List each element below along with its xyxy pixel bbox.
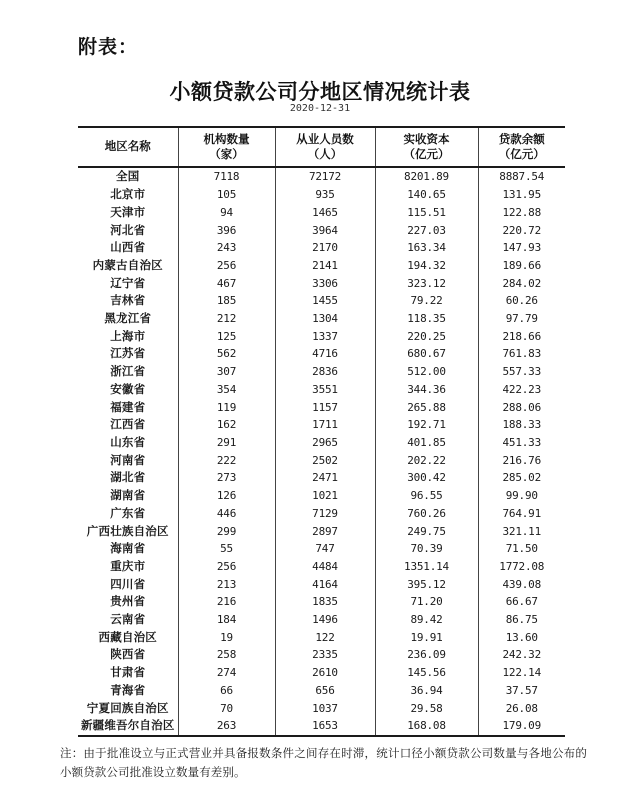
- table-cell-loan: 284.02: [478, 275, 565, 293]
- table-cell-count: 7118: [178, 167, 275, 186]
- table-cell-staff: 1496: [275, 611, 375, 629]
- table-cell-region: 江苏省: [110, 346, 146, 361]
- page-title: 小额贷款公司分地区情况统计表: [169, 79, 471, 104]
- table-cell-region: 新疆维吾尔自治区: [78, 717, 178, 736]
- report-date: 2020-12-31: [289, 103, 351, 114]
- table-cell-region: 安徽省: [110, 381, 146, 396]
- table-cell-region: 青海省: [110, 682, 146, 697]
- column-header-staff-count-line1: 从业人员数: [296, 132, 354, 146]
- table-row: [78, 717, 565, 736]
- table-cell-capital: 236.09: [375, 646, 478, 664]
- table-cell-region: 北京市: [110, 187, 146, 202]
- table-row: [78, 664, 565, 682]
- table-cell-staff: 1157: [275, 399, 375, 417]
- table-cell-loan: 71.50: [478, 540, 565, 558]
- table-cell-loan: 218.66: [478, 328, 565, 346]
- table-cell-staff: 4484: [275, 558, 375, 576]
- table-cell-loan: 220.72: [478, 222, 565, 240]
- table-row: [78, 452, 565, 470]
- table-cell-region: 四川省: [110, 576, 146, 591]
- table-row: [78, 292, 565, 310]
- table-cell-loan: 131.95: [478, 186, 565, 204]
- table-cell-count: 562: [178, 345, 275, 363]
- table-cell-count: 263: [178, 717, 275, 736]
- table-cell-count: 126: [178, 487, 275, 505]
- column-header-loan-balance: [478, 127, 565, 167]
- table-cell-loan: 557.33: [478, 363, 565, 381]
- table-row: [78, 540, 565, 558]
- table-cell-count: 185: [178, 292, 275, 310]
- table-cell-capital: 8201.89: [375, 167, 478, 186]
- table-cell-loan: 97.79: [478, 310, 565, 328]
- table-cell-capital: 300.42: [375, 469, 478, 487]
- table-row: [78, 167, 565, 186]
- column-header-institution-count-line2: （家）: [209, 146, 244, 161]
- table-cell-loan: 66.67: [478, 593, 565, 611]
- table-row: [78, 186, 565, 204]
- table-cell-staff: 7129: [275, 505, 375, 523]
- table-cell-staff: 2471: [275, 469, 375, 487]
- table-cell-count: 55: [178, 540, 275, 558]
- table-cell-capital: 227.03: [375, 222, 478, 240]
- table-cell-loan: 439.08: [478, 576, 565, 594]
- table-cell-loan: 26.08: [478, 700, 565, 718]
- table-cell-region: 天津市: [110, 204, 146, 219]
- table-cell-capital: 145.56: [375, 664, 478, 682]
- table-cell-region: 广东省: [110, 505, 146, 520]
- table-cell-loan: 242.32: [478, 646, 565, 664]
- table-row: [78, 257, 565, 275]
- table-cell-staff: 1653: [275, 717, 375, 736]
- table-cell-count: 299: [178, 523, 275, 541]
- table-cell-capital: 19.91: [375, 629, 478, 647]
- table-cell-count: 213: [178, 576, 275, 594]
- table-cell-count: 274: [178, 664, 275, 682]
- table-cell-capital: 70.39: [375, 540, 478, 558]
- table-cell-region: 浙江省: [110, 364, 146, 379]
- table-cell-count: 467: [178, 275, 275, 293]
- table-cell-count: 446: [178, 505, 275, 523]
- table-cell-staff: 4164: [275, 576, 375, 594]
- table-row: [78, 576, 565, 594]
- table-cell-capital: 512.00: [375, 363, 478, 381]
- table-cell-region: 上海市: [110, 328, 146, 343]
- table-cell-count: 70: [178, 700, 275, 718]
- table-cell-staff: 2965: [275, 434, 375, 452]
- column-header-paid-in-capital-line2: （亿元）: [403, 146, 450, 161]
- table-row: [78, 363, 565, 381]
- table-cell-count: 258: [178, 646, 275, 664]
- table-cell-region: 贵州省: [110, 594, 146, 609]
- table-cell-count: 291: [178, 434, 275, 452]
- table-cell-region: 西藏自治区: [98, 629, 157, 644]
- table-cell-capital: 115.51: [375, 204, 478, 222]
- table-cell-loan: 8887.54: [478, 167, 565, 186]
- table-cell-region: 全国: [116, 169, 140, 184]
- table-cell-loan: 60.26: [478, 292, 565, 310]
- table-cell-capital: 202.22: [375, 452, 478, 470]
- table-cell-capital: 249.75: [375, 523, 478, 541]
- table-cell-region: 辽宁省: [110, 275, 146, 290]
- table-cell-loan: 288.06: [478, 399, 565, 417]
- table-cell-staff: 1037: [275, 700, 375, 718]
- table-header-row: [78, 127, 565, 167]
- table-cell-capital: 344.36: [375, 381, 478, 399]
- table-cell-loan: 99.90: [478, 487, 565, 505]
- table-cell-count: 212: [178, 310, 275, 328]
- table-cell-staff: 2897: [275, 523, 375, 541]
- table-cell-capital: 118.35: [375, 310, 478, 328]
- table-row: [78, 399, 565, 417]
- table-cell-region: 吉林省: [110, 293, 146, 308]
- table-cell-staff: 1304: [275, 310, 375, 328]
- table-cell-count: 66: [178, 682, 275, 700]
- table-cell-count: 273: [178, 469, 275, 487]
- column-header-paid-in-capital: [375, 127, 478, 167]
- table-cell-staff: 4716: [275, 345, 375, 363]
- statistics-table: [78, 126, 565, 737]
- table-cell-staff: 2335: [275, 646, 375, 664]
- table-cell-count: 125: [178, 328, 275, 346]
- table-cell-capital: 140.65: [375, 186, 478, 204]
- table-cell-loan: 285.02: [478, 469, 565, 487]
- table-cell-loan: 451.33: [478, 434, 565, 452]
- table-row: [78, 646, 565, 664]
- table-row: [78, 593, 565, 611]
- column-header-staff-count-line2: （人）: [307, 146, 343, 161]
- table-cell-region: 云南省: [110, 612, 146, 627]
- table-cell-capital: 680.67: [375, 345, 478, 363]
- table-cell-count: 105: [178, 186, 275, 204]
- table-cell-count: 94: [178, 204, 275, 222]
- table-cell-region: 宁夏回族自治区: [86, 700, 169, 715]
- table-row: [78, 381, 565, 399]
- table-cell-loan: 122.14: [478, 664, 565, 682]
- table-cell-staff: 2141: [275, 257, 375, 275]
- table-cell-region: 山东省: [110, 434, 146, 449]
- table-cell-capital: 194.32: [375, 257, 478, 275]
- table-cell-staff: 1455: [275, 292, 375, 310]
- table-cell-loan: 761.83: [478, 345, 565, 363]
- table-cell-capital: 401.85: [375, 434, 478, 452]
- table-cell-loan: 1772.08: [478, 558, 565, 576]
- table-cell-count: 256: [178, 558, 275, 576]
- table-cell-staff: 3551: [275, 381, 375, 399]
- table-cell-region: 内蒙古自治区: [92, 257, 163, 272]
- table-cell-region: 福建省: [110, 399, 146, 414]
- attachment-label: 附表：: [78, 36, 139, 58]
- table-cell-staff: 1835: [275, 593, 375, 611]
- table-cell-loan: 764.91: [478, 505, 565, 523]
- column-header-staff-count: [275, 127, 375, 167]
- table-cell-loan: 216.76: [478, 452, 565, 470]
- table-cell-loan: 188.33: [478, 416, 565, 434]
- table-cell-loan: 179.09: [478, 717, 565, 736]
- table-cell-count: 307: [178, 363, 275, 381]
- table-row: [78, 505, 565, 523]
- column-header-paid-in-capital-line1: 实收资本: [403, 132, 450, 146]
- table-cell-region: 广西壮族自治区: [86, 523, 169, 538]
- table-row: [78, 682, 565, 700]
- table-row: [78, 204, 565, 222]
- table-cell-capital: 323.12: [375, 275, 478, 293]
- table-row: [78, 487, 565, 505]
- table-cell-region: 黑龙江省: [104, 311, 152, 326]
- table-cell-count: 396: [178, 222, 275, 240]
- table-cell-staff: 1021: [275, 487, 375, 505]
- table-cell-staff: 122: [275, 629, 375, 647]
- table-row: [78, 629, 565, 647]
- table-cell-staff: 747: [275, 540, 375, 558]
- table-cell-region: 湖南省: [110, 488, 146, 503]
- table-cell-count: 119: [178, 399, 275, 417]
- table-cell-staff: 656: [275, 682, 375, 700]
- table-row: [78, 416, 565, 434]
- table-footnote: 注：由于批准设立与正式营业并具备报数条件之间存在时滞，统计口径小额贷款公司数量与各地公布的小额贷款公司批准设立数量有差别。: [60, 746, 587, 779]
- table-cell-loan: 37.57: [478, 682, 565, 700]
- table-row: [78, 239, 565, 257]
- table-cell-staff: 2836: [275, 363, 375, 381]
- table-cell-loan: 122.88: [478, 204, 565, 222]
- table-cell-region: 河北省: [110, 222, 146, 237]
- table-row: [78, 469, 565, 487]
- table-row: [78, 328, 565, 346]
- table-cell-count: 184: [178, 611, 275, 629]
- table-row: [78, 523, 565, 541]
- table-cell-capital: 96.55: [375, 487, 478, 505]
- table-cell-staff: 3306: [275, 275, 375, 293]
- table-cell-capital: 192.71: [375, 416, 478, 434]
- table-row: [78, 558, 565, 576]
- column-header-institution-count: [178, 127, 275, 167]
- table-cell-staff: 1337: [275, 328, 375, 346]
- table-cell-capital: 89.42: [375, 611, 478, 629]
- table-cell-capital: 1351.14: [375, 558, 478, 576]
- table-cell-loan: 86.75: [478, 611, 565, 629]
- table-cell-staff: 3964: [275, 222, 375, 240]
- table-cell-loan: 422.23: [478, 381, 565, 399]
- table-cell-staff: 2502: [275, 452, 375, 470]
- table-cell-loan: 13.60: [478, 629, 565, 647]
- table-cell-capital: 395.12: [375, 576, 478, 594]
- table-cell-staff: 935: [275, 186, 375, 204]
- table-cell-capital: 36.94: [375, 682, 478, 700]
- column-header-loan-balance-line1: 贷款余额: [498, 132, 545, 146]
- table-cell-region: 河南省: [110, 452, 146, 467]
- table-cell-staff: 2610: [275, 664, 375, 682]
- table-cell-loan: 189.66: [478, 257, 565, 275]
- table-cell-capital: 168.08: [375, 717, 478, 736]
- table-cell-loan: 147.93: [478, 239, 565, 257]
- column-header-region-line1: 地区名称: [104, 139, 151, 154]
- table-cell-region: 重庆市: [110, 558, 146, 573]
- table-row: [78, 310, 565, 328]
- table-cell-staff: 72172: [275, 167, 375, 186]
- table-row: [78, 275, 565, 293]
- table-cell-staff: 1711: [275, 416, 375, 434]
- column-header-loan-balance-line2: （亿元）: [498, 146, 545, 161]
- table-cell-staff: 1465: [275, 204, 375, 222]
- table-cell-region: 海南省: [110, 541, 146, 556]
- table-body: [78, 167, 565, 736]
- table-cell-capital: 265.88: [375, 399, 478, 417]
- table-cell-count: 222: [178, 452, 275, 470]
- table-cell-count: 19: [178, 629, 275, 647]
- table-row: [78, 434, 565, 452]
- table-cell-capital: 163.34: [375, 239, 478, 257]
- statistics-table-container: [78, 126, 565, 737]
- table-cell-count: 243: [178, 239, 275, 257]
- table-row: [78, 700, 565, 718]
- table-row: [78, 345, 565, 363]
- table-cell-loan: 321.11: [478, 523, 565, 541]
- table-cell-count: 162: [178, 416, 275, 434]
- table-cell-capital: 79.22: [375, 292, 478, 310]
- table-cell-region: 甘肃省: [110, 665, 146, 680]
- table-row: [78, 222, 565, 240]
- table-cell-region: 陕西省: [110, 647, 146, 662]
- table-cell-region: 湖北省: [110, 470, 146, 485]
- column-header-region: [78, 127, 178, 167]
- table-cell-region: 江西省: [110, 417, 146, 432]
- table-cell-capital: 760.26: [375, 505, 478, 523]
- table-cell-region: 山西省: [110, 240, 146, 255]
- table-cell-staff: 2170: [275, 239, 375, 257]
- table-cell-count: 216: [178, 593, 275, 611]
- column-header-institution-count-line1: 机构数量: [203, 132, 250, 146]
- table-cell-capital: 71.20: [375, 593, 478, 611]
- table-cell-capital: 220.25: [375, 328, 478, 346]
- table-cell-capital: 29.58: [375, 700, 478, 718]
- table-header: [78, 127, 565, 167]
- table-cell-count: 256: [178, 257, 275, 275]
- table-row: [78, 611, 565, 629]
- table-cell-count: 354: [178, 381, 275, 399]
